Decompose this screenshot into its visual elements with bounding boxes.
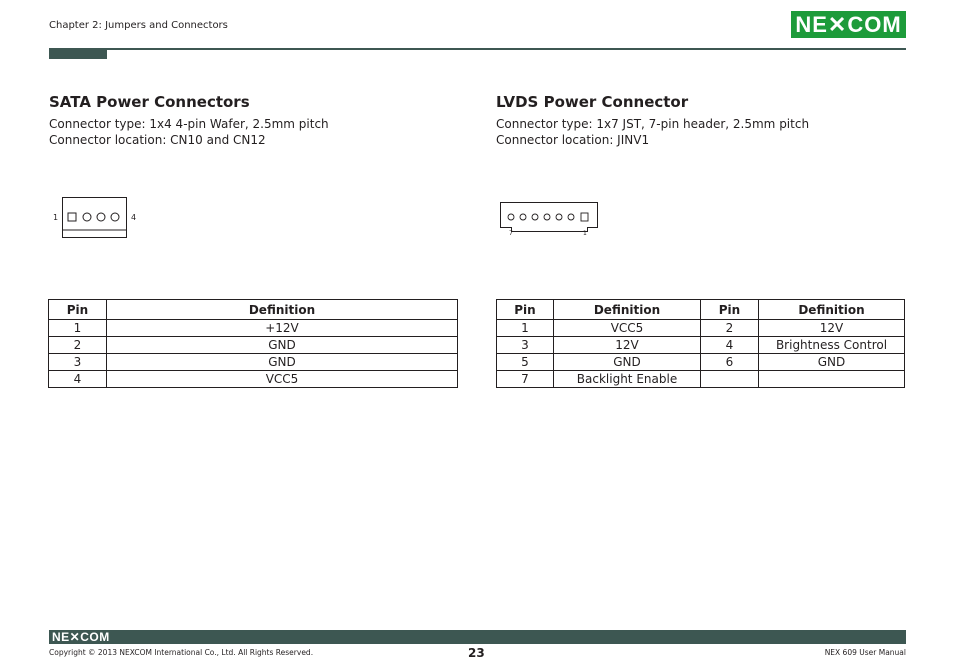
sata-connector-type: Connector type: 1x4 4-pin Wafer, 2.5mm pitch bbox=[49, 117, 329, 131]
definition-cell bbox=[759, 371, 905, 388]
sata-pin-table bbox=[48, 299, 458, 388]
chapter-title: Chapter 2: Jumpers and Connectors bbox=[49, 20, 228, 31]
copyright: Copyright © 2013 NEXCOM International Co., Ltd. All Rights Reserved. bbox=[49, 648, 314, 657]
definition-cell: GND bbox=[107, 337, 458, 354]
pin-cell bbox=[701, 371, 759, 388]
table-row bbox=[49, 354, 458, 371]
definition-cell: 12V bbox=[759, 320, 905, 337]
lvds-connector-type: Connector type: 1x7 JST, 7-pin header, 2.5mm pitch bbox=[496, 117, 810, 131]
table-row bbox=[497, 320, 905, 337]
lvds-col-pin-2: Pin bbox=[701, 300, 759, 320]
table-row bbox=[49, 337, 458, 354]
sata-connector-diagram bbox=[62, 197, 128, 239]
footer-nexcom-logo: NE✕COM bbox=[52, 630, 110, 644]
footer-bar bbox=[49, 630, 906, 644]
lvds-pin-table bbox=[496, 299, 905, 388]
lvds-connector-location: Connector location: JINV1 bbox=[496, 133, 650, 147]
pin-cell: 3 bbox=[497, 337, 554, 354]
pin-cell: 3 bbox=[49, 354, 107, 371]
header-notch bbox=[49, 50, 107, 59]
sata-connector-location: Connector location: CN10 and CN12 bbox=[49, 133, 266, 147]
lvds-connector-diagram bbox=[500, 202, 599, 232]
pin-cell: 7 bbox=[497, 371, 554, 388]
table-row bbox=[49, 371, 458, 388]
pin-cell: 2 bbox=[49, 337, 107, 354]
sata-pin-label-left: 1 bbox=[53, 213, 59, 222]
definition-cell: VCC5 bbox=[107, 371, 458, 388]
sata-title: SATA Power Connectors bbox=[49, 93, 250, 111]
footer-decor-square bbox=[899, 638, 906, 644]
pin-cell: 1 bbox=[497, 320, 554, 337]
definition-cell: +12V bbox=[107, 320, 458, 337]
nexcom-logo: NE✕COM bbox=[791, 11, 906, 38]
sata-col-pin: Pin bbox=[49, 300, 107, 320]
sata-pin-label-right: 4 bbox=[131, 213, 137, 222]
lvds-col-pin: Pin bbox=[497, 300, 554, 320]
table-row bbox=[497, 354, 905, 371]
definition-cell: VCC5 bbox=[554, 320, 701, 337]
sata-col-definition: Definition bbox=[107, 300, 458, 320]
pin-cell: 6 bbox=[701, 354, 759, 371]
manual-title: NEX 609 User Manual bbox=[824, 648, 906, 657]
sata-section bbox=[49, 93, 329, 148]
definition-cell: 12V bbox=[554, 337, 701, 354]
lvds-pin-label-left: 7 bbox=[509, 230, 513, 237]
lvds-title: LVDS Power Connector bbox=[496, 93, 689, 111]
table-row bbox=[49, 320, 458, 337]
pin-cell: 5 bbox=[497, 354, 554, 371]
definition-cell: GND bbox=[554, 354, 701, 371]
page-number: 23 bbox=[468, 646, 485, 660]
pin-cell: 2 bbox=[701, 320, 759, 337]
definition-cell: Brightness Control bbox=[759, 337, 905, 354]
lvds-col-definition-2: Definition bbox=[759, 300, 905, 320]
table-row bbox=[497, 337, 905, 354]
table-row bbox=[497, 371, 905, 388]
lvds-pin-label-right: 1 bbox=[583, 230, 587, 237]
pin-cell: 4 bbox=[49, 371, 107, 388]
footer-decor-square bbox=[889, 630, 896, 637]
pin-cell: 4 bbox=[701, 337, 759, 354]
definition-cell: GND bbox=[759, 354, 905, 371]
pin-cell: 1 bbox=[49, 320, 107, 337]
lvds-col-definition: Definition bbox=[554, 300, 701, 320]
header-rule bbox=[49, 48, 906, 50]
lvds-section bbox=[496, 93, 809, 148]
definition-cell: GND bbox=[107, 354, 458, 371]
definition-cell: Backlight Enable bbox=[554, 371, 701, 388]
